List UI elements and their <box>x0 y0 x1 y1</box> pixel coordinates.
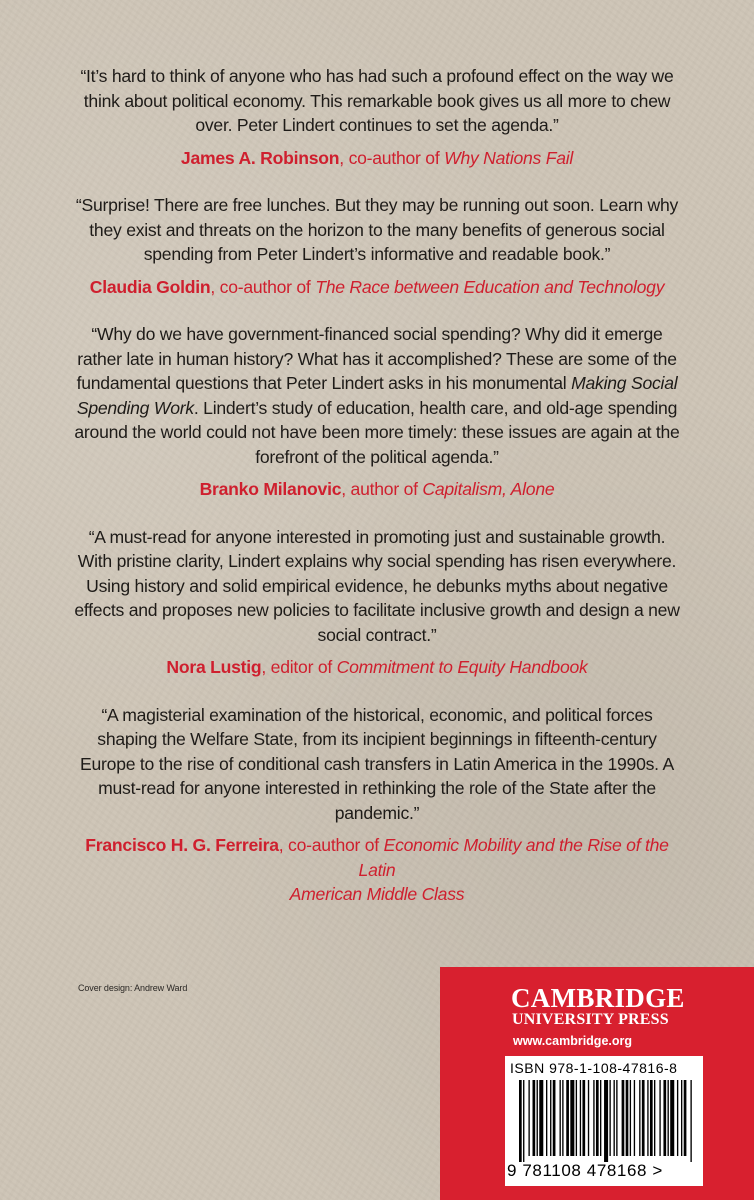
endorsement-quote <box>70 322 684 469</box>
barcode-bar <box>596 1080 599 1156</box>
endorser-name: James A. Robinson <box>180 147 340 168</box>
barcode-bar <box>566 1080 569 1156</box>
barcode-bar <box>550 1080 551 1156</box>
barcode-bar <box>580 1080 581 1156</box>
endorsement-quote: “A must-read for anyone interested in promoting just and sustainable growth. With pristine clarity, Lindert explains why social spending has risen everywhere. Using history and solid empirical evidence, he debunks myths about negative effects and proposes new policies to facilitate inclusive growth and design a new social contract.” <box>74 526 680 645</box>
barcode-bar <box>562 1080 563 1156</box>
barcode-bar <box>546 1080 547 1156</box>
barcode-bar <box>539 1080 543 1156</box>
barcode-bar <box>654 1080 655 1156</box>
barcode-bar <box>663 1080 666 1156</box>
barcode-bar <box>533 1080 536 1156</box>
endorsement-attribution <box>70 146 684 171</box>
endorser-work-title: Economic Mobility and the Rise of the Latin <box>358 835 669 880</box>
endorsement-milanovic <box>70 322 684 502</box>
endorser-work-title: Why Nations Fail <box>444 147 574 168</box>
barcode-bar <box>614 1080 615 1156</box>
barcode-bar <box>588 1080 589 1156</box>
barcode-bar <box>523 1080 524 1162</box>
barcode-bar <box>670 1080 674 1156</box>
endorsement-robinson <box>70 64 684 170</box>
endorser-name: Claudia Goldin <box>89 276 211 297</box>
endorser-role: , co-author of <box>210 276 316 297</box>
barcode-bar <box>659 1080 660 1156</box>
endorser-work-title: Capitalism, Alone <box>422 479 555 499</box>
isbn-barcode-block <box>505 1056 703 1186</box>
endorser-name: Branko Milanovic <box>199 479 342 499</box>
endorsement-quote: “A magisterial examination of the historical, economic, and political forces shaping the Welfare State, from its incipient beginnings in fifteenth-century Europe to the rise of conditional cash transfers in Latin America in the 1990s. A must-read for anyone interested in rethinking the role of the State after the pandemic.” <box>80 704 674 823</box>
barcode-bar <box>528 1080 529 1156</box>
endorser-work-title: The Race between Education and Technology <box>315 276 665 297</box>
barcode-bar <box>600 1080 601 1156</box>
barcode-bar <box>537 1080 538 1156</box>
barcode-bar <box>626 1080 629 1156</box>
isbn-label: ISBN 978-1-108-47816-8 <box>510 1060 678 1076</box>
barcode-bar <box>684 1080 687 1156</box>
barcode-bar <box>647 1080 648 1156</box>
quote-text-start: “Why do we have government-financed social spending? Why did it emerge rather late in human history? What has it accomplished? These are some of the fundamental questions that Peter Lindert asks in his monumental <box>76 324 677 393</box>
barcode-bar <box>681 1080 682 1156</box>
barcode-bar <box>630 1080 631 1156</box>
barcode-bar <box>604 1080 608 1162</box>
endorsement-quote: “It’s hard to think of anyone who has had such a profound effect on the way we think about political economy. This remarkable book gives us all more to chew over. Peter Lindert continues to set the agenda.” <box>80 66 674 135</box>
barcode-bar <box>639 1080 640 1156</box>
barcode-bar <box>553 1080 556 1156</box>
endorser-work-title: Commitment to Equity Handbook <box>336 657 588 677</box>
endorsement-attribution <box>70 833 684 907</box>
endorser-name: Nora Lustig <box>166 657 262 677</box>
endorsement-lustig <box>70 525 684 680</box>
barcode-bar <box>634 1080 635 1156</box>
endorser-role: , co-author of <box>339 147 445 168</box>
barcode-bar <box>677 1080 678 1156</box>
publisher-logo-subtitle: UNIVERSITY PRESS <box>512 1011 669 1028</box>
barcode-bar <box>560 1080 561 1156</box>
endorsements-section <box>70 64 684 930</box>
publisher-url: www.cambridge.org <box>513 1034 633 1048</box>
barcode-bar <box>642 1080 645 1156</box>
cover-design-credit: Cover design: Andrew Ward <box>78 983 188 993</box>
endorsement-attribution <box>70 275 684 300</box>
endorser-role: , author of <box>341 479 423 499</box>
barcode-bar <box>519 1080 522 1162</box>
barcode-bar <box>593 1080 594 1156</box>
barcode-bar <box>690 1080 691 1162</box>
endorser-work-title-continued: American Middle Class <box>289 884 465 904</box>
barcode-bar <box>668 1080 669 1156</box>
book-title-mention: Making Social Spending Work <box>76 373 678 418</box>
endorsement-attribution <box>70 477 684 502</box>
barcode-bar <box>609 1080 610 1156</box>
barcode-digits: 9 781108 478168 > <box>507 1161 663 1180</box>
quote-text-end: . Lindert’s study of education, health care, and old-age spending around the world could not have been more timely: these issues are again at the forefront of the political agenda.” <box>74 397 680 467</box>
endorser-role: , editor of <box>261 657 337 677</box>
barcode-bar <box>570 1080 574 1156</box>
barcode-bar <box>650 1080 653 1156</box>
endorsement-ferreira <box>70 703 684 907</box>
barcode-bar <box>622 1080 625 1156</box>
endorsement-goldin <box>70 193 684 299</box>
barcode-bar <box>616 1080 617 1156</box>
publisher-panel <box>440 967 754 1200</box>
publisher-logo-name: CAMBRIDGE <box>511 983 685 1013</box>
endorser-role: , co-author of <box>278 835 384 855</box>
endorser-name: Francisco H. G. Ferreira <box>85 835 279 855</box>
endorsement-quote: “Surprise! There are free lunches. But they may be running out soon. Learn why they exist and threats on the horizon to the many benefits of generous social spending from Peter Lindert’s informative and readable book.” <box>75 195 679 264</box>
endorsement-attribution <box>70 655 684 680</box>
barcode-bar <box>582 1080 585 1156</box>
barcode-bar <box>576 1080 577 1156</box>
